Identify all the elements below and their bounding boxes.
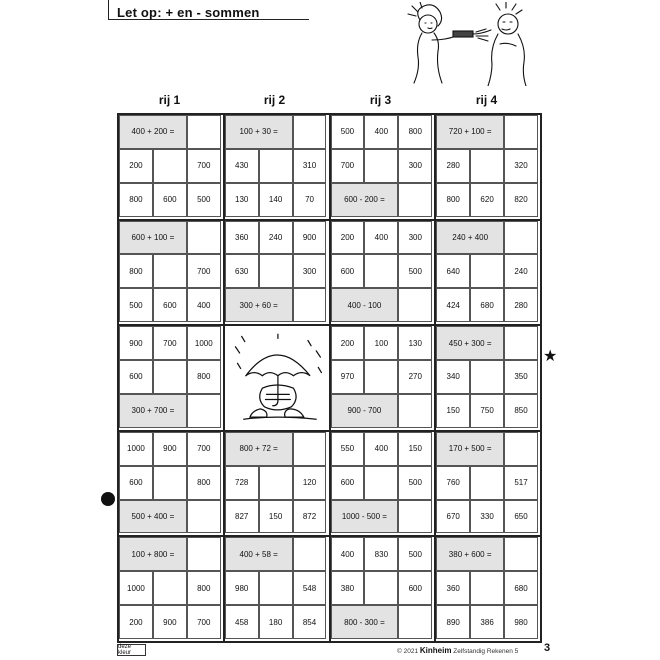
answer-cell[interactable]	[470, 254, 504, 288]
number-cell: 700	[187, 605, 221, 639]
puzzle-block	[434, 219, 542, 327]
number-cell: 200	[119, 149, 153, 183]
puzzle-block	[223, 430, 331, 538]
number-cell: 980	[504, 605, 538, 639]
answer-cell[interactable]	[398, 288, 432, 322]
number-cell: 270	[398, 360, 432, 394]
answer-cell[interactable]	[293, 288, 327, 322]
number-cell: 827	[225, 500, 259, 534]
number-cell: 386	[470, 605, 504, 639]
number-cell: 130	[398, 326, 432, 360]
number-cell: 700	[187, 432, 221, 466]
page-number: 3	[544, 642, 551, 654]
number-cell: 380	[331, 571, 365, 605]
puzzle-block	[223, 535, 331, 643]
sum-cell: 600 - 200 =	[331, 183, 399, 217]
number-cell: 430	[225, 149, 259, 183]
answer-cell[interactable]	[504, 326, 538, 360]
sum-cell: 100 + 800 =	[119, 537, 187, 571]
number-cell: 340	[436, 360, 470, 394]
number-cell: 180	[259, 605, 293, 639]
number-cell: 728	[225, 466, 259, 500]
number-cell: 640	[436, 254, 470, 288]
number-cell: 1000	[119, 432, 153, 466]
answer-cell[interactable]	[470, 149, 504, 183]
puzzle-block	[434, 324, 542, 432]
puzzle-block	[223, 113, 331, 221]
answer-cell[interactable]	[153, 254, 187, 288]
number-cell: 280	[504, 288, 538, 322]
number-cell: 800	[119, 254, 153, 288]
number-cell: 700	[153, 326, 187, 360]
number-cell: 600	[331, 254, 365, 288]
number-cell: 500	[398, 254, 432, 288]
puzzle-block	[117, 113, 225, 221]
number-cell: 400	[331, 537, 365, 571]
puzzle-grid	[117, 113, 540, 641]
answer-cell[interactable]	[364, 571, 398, 605]
number-cell: 300	[398, 221, 432, 255]
number-cell: 240	[259, 221, 293, 255]
number-cell: 872	[293, 500, 327, 534]
answer-cell[interactable]	[259, 149, 293, 183]
answer-cell[interactable]	[293, 115, 327, 149]
publisher-brand: Kinheim	[419, 646, 452, 655]
sum-cell: 720 + 100 =	[436, 115, 504, 149]
number-cell: 800	[119, 183, 153, 217]
sum-cell: 300 + 700 =	[119, 394, 187, 428]
color-swatch-label: deze kleur	[117, 644, 146, 656]
number-cell: 600	[153, 288, 187, 322]
number-cell: 900	[153, 432, 187, 466]
number-cell: 548	[293, 571, 327, 605]
answer-cell[interactable]	[153, 571, 187, 605]
number-cell: 280	[436, 149, 470, 183]
number-cell: 300	[293, 254, 327, 288]
umbrella-kid-icon	[225, 326, 329, 430]
number-cell: 900	[293, 221, 327, 255]
number-cell: 458	[225, 605, 259, 639]
sum-cell: 170 + 500 =	[436, 432, 504, 466]
number-cell: 650	[504, 500, 538, 534]
number-cell: 500	[187, 183, 221, 217]
number-cell: 1000	[119, 571, 153, 605]
puzzle-block	[117, 219, 225, 327]
umbrella-image-block	[223, 324, 331, 432]
number-cell: 854	[293, 605, 327, 639]
number-cell: 150	[259, 500, 293, 534]
number-cell: 120	[293, 466, 327, 500]
number-cell: 820	[504, 183, 538, 217]
number-cell: 850	[504, 394, 538, 428]
sum-cell: 380 + 600 =	[436, 537, 504, 571]
sum-cell: 900 - 700	[331, 394, 399, 428]
number-cell: 800	[187, 571, 221, 605]
sum-cell: 800 - 300 =	[331, 605, 399, 639]
answer-cell[interactable]	[187, 115, 221, 149]
puzzle-block	[329, 430, 437, 538]
sum-cell: 1000 - 500 =	[331, 500, 399, 534]
answer-cell[interactable]	[398, 500, 432, 534]
answer-cell[interactable]	[259, 466, 293, 500]
number-cell: 517	[504, 466, 538, 500]
number-cell: 360	[436, 571, 470, 605]
sum-cell: 400 + 200 =	[119, 115, 187, 149]
answer-cell[interactable]	[153, 466, 187, 500]
sum-cell: 450 + 300 =	[436, 326, 504, 360]
number-cell: 300	[398, 149, 432, 183]
number-cell: 630	[225, 254, 259, 288]
number-cell: 350	[504, 360, 538, 394]
number-cell: 500	[398, 466, 432, 500]
number-cell: 700	[331, 149, 365, 183]
number-cell: 800	[436, 183, 470, 217]
number-cell: 980	[225, 571, 259, 605]
number-cell: 830	[364, 537, 398, 571]
number-cell: 970	[331, 360, 365, 394]
puzzle-block	[329, 219, 437, 327]
number-cell: 750	[470, 394, 504, 428]
puzzle-block	[117, 535, 225, 643]
answer-cell[interactable]	[293, 537, 327, 571]
number-cell: 330	[470, 500, 504, 534]
page-title: Let op: + en - sommen	[117, 5, 260, 20]
number-cell: 600	[119, 466, 153, 500]
number-cell: 700	[187, 149, 221, 183]
number-cell: 890	[436, 605, 470, 639]
number-cell: 760	[436, 466, 470, 500]
number-cell: 150	[436, 394, 470, 428]
number-cell: 500	[331, 115, 365, 149]
answer-cell[interactable]	[398, 605, 432, 639]
sum-cell: 400 - 100	[331, 288, 399, 322]
answer-cell[interactable]	[364, 149, 398, 183]
answer-cell[interactable]	[398, 394, 432, 428]
copyright: © 2021	[397, 648, 419, 655]
answer-cell[interactable]	[364, 360, 398, 394]
answer-cell[interactable]	[187, 500, 221, 534]
footer-credits	[397, 646, 518, 655]
number-cell: 70	[293, 183, 327, 217]
answer-cell[interactable]	[259, 254, 293, 288]
puzzle-block	[434, 430, 542, 538]
number-cell: 550	[331, 432, 365, 466]
number-cell: 140	[259, 183, 293, 217]
answer-cell[interactable]	[504, 432, 538, 466]
number-cell: 620	[470, 183, 504, 217]
number-cell: 900	[119, 326, 153, 360]
puzzle-block	[434, 113, 542, 221]
sum-cell: 400 + 58 =	[225, 537, 293, 571]
answer-cell[interactable]	[504, 115, 538, 149]
answer-cell[interactable]	[398, 183, 432, 217]
number-cell: 360	[225, 221, 259, 255]
number-cell: 600	[119, 360, 153, 394]
puzzle-block	[329, 535, 437, 643]
number-cell: 600	[331, 466, 365, 500]
answer-cell[interactable]	[504, 221, 538, 255]
puzzle-block	[117, 324, 225, 432]
number-cell: 800	[398, 115, 432, 149]
answer-cell[interactable]	[293, 432, 327, 466]
sum-cell: 240 + 400	[436, 221, 504, 255]
number-cell: 424	[436, 288, 470, 322]
number-cell: 400	[364, 432, 398, 466]
number-cell: 200	[119, 605, 153, 639]
number-cell: 500	[119, 288, 153, 322]
answer-cell[interactable]	[187, 221, 221, 255]
number-cell: 320	[504, 149, 538, 183]
number-cell: 400	[364, 221, 398, 255]
series-name: Zelfstandig Rekenen 5	[453, 648, 519, 655]
column-header-rij-2: rij 2	[263, 93, 286, 107]
answer-cell[interactable]	[364, 254, 398, 288]
column-header-rij-4: rij 4	[475, 93, 498, 107]
number-cell: 680	[470, 288, 504, 322]
number-cell: 150	[398, 432, 432, 466]
kids-water-cartoon	[398, 2, 538, 86]
answer-cell[interactable]	[470, 360, 504, 394]
answer-cell[interactable]	[259, 571, 293, 605]
number-cell: 200	[331, 221, 365, 255]
puzzle-block	[329, 113, 437, 221]
number-cell: 130	[225, 183, 259, 217]
number-cell: 400	[187, 288, 221, 322]
number-cell: 800	[187, 466, 221, 500]
sum-cell: 800 + 72 =	[225, 432, 293, 466]
answer-cell[interactable]	[470, 571, 504, 605]
number-cell: 400	[364, 115, 398, 149]
number-cell: 700	[187, 254, 221, 288]
answer-cell[interactable]	[187, 537, 221, 571]
number-cell: 500	[398, 537, 432, 571]
star-icon: ★	[543, 348, 558, 365]
number-cell: 240	[504, 254, 538, 288]
sum-cell: 600 + 100 =	[119, 221, 187, 255]
answer-cell[interactable]	[187, 394, 221, 428]
number-cell: 900	[153, 605, 187, 639]
puzzle-block	[434, 535, 542, 643]
dot-icon	[101, 492, 115, 506]
puzzle-block	[117, 430, 225, 538]
answer-cell[interactable]	[364, 466, 398, 500]
number-cell: 600	[153, 183, 187, 217]
answer-cell[interactable]	[153, 360, 187, 394]
puzzle-block	[329, 324, 437, 432]
puzzle-block	[223, 219, 331, 327]
column-header-rij-1: rij 1	[158, 93, 181, 107]
sum-cell: 500 + 400 =	[119, 500, 187, 534]
number-cell: 600	[398, 571, 432, 605]
number-cell: 100	[364, 326, 398, 360]
column-header-rij-3: rij 3	[369, 93, 392, 107]
answer-cell[interactable]	[504, 537, 538, 571]
sum-cell: 100 + 30 =	[225, 115, 293, 149]
sum-cell: 300 + 60 =	[225, 288, 293, 322]
number-cell: 1000	[187, 326, 221, 360]
number-cell: 670	[436, 500, 470, 534]
number-cell: 310	[293, 149, 327, 183]
number-cell: 200	[331, 326, 365, 360]
answer-cell[interactable]	[153, 149, 187, 183]
number-cell: 680	[504, 571, 538, 605]
answer-cell[interactable]	[470, 466, 504, 500]
number-cell: 800	[187, 360, 221, 394]
